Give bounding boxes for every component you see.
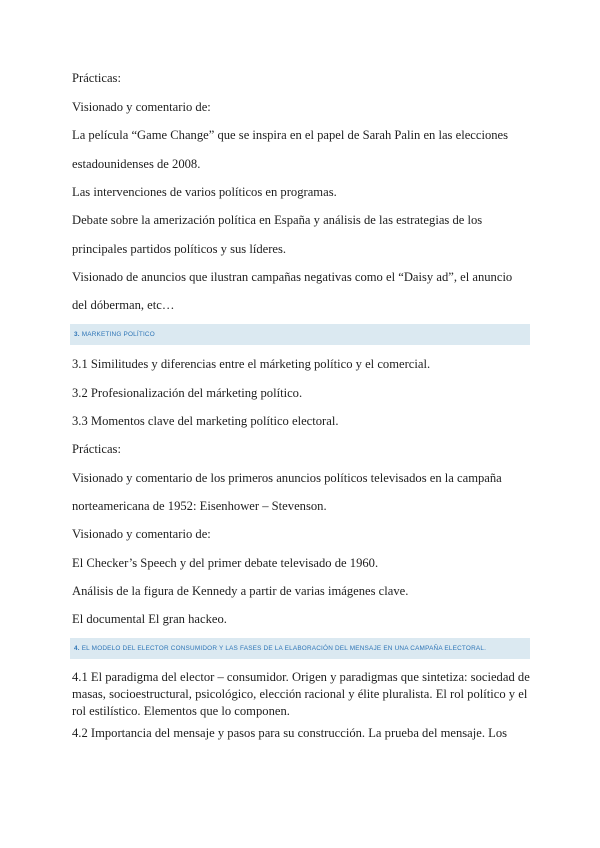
text-line: estadounidenses de 2008. (72, 157, 201, 171)
text-line: Visionado de anuncios que ilustran campañas negativas como el “Daisy ad”, el anuncio (72, 270, 513, 284)
section-heading-4 (70, 638, 530, 659)
text-line: Análisis de la figura de Kennedy a partir de varias imágenes clave. (72, 584, 409, 598)
text-line: 3.3 Momentos clave del marketing político electoral. (72, 414, 339, 428)
text-line: Visionado y comentario de: (72, 527, 211, 541)
text-line: El documental El gran hackeo. (72, 612, 227, 626)
section-heading-3 (70, 324, 530, 345)
text-line: El Checker’s Speech y del primer debate televisado de 1960. (72, 556, 379, 570)
section-title: MARKETING POLÍTICO (81, 331, 155, 338)
paragraph: 4.2 Importancia del mensaje y pasos para su construcción. La prueba del mensaje. Los (72, 726, 508, 740)
text-line: Prácticas: (72, 71, 121, 85)
text-line: 3.2 Profesionalización del márketing político. (72, 386, 303, 400)
text-line: principales partidos políticos y sus líderes. (72, 242, 287, 256)
text-line: Debate sobre la amerización política en España y análisis de las estrategias de los (72, 213, 483, 227)
section-number: 4. (74, 645, 80, 652)
section-title: EL MODELO DEL ELECTOR CONSUMIDOR Y LAS FASES DE LA ELABORACIÓN DEL MENSAJE EN UNA CAMPAÑA ELECTORAL. (81, 645, 487, 652)
text-line: Prácticas: (72, 442, 121, 456)
text-line: 3.1 Similitudes y diferencias entre el márketing político y el comercial. (72, 357, 431, 371)
section-number: 3. (74, 331, 80, 338)
paragraph: 4.1 El paradigma del elector – consumidor. Origen y paradigmas que sintetiza: sociedad de masas, socioestructural, psicológico, elección racional y élite pluralista. El rol político y el rol estilístico. Elementos que lo componen. (72, 670, 530, 718)
text-line: La película “Game Change” que se inspira en el papel de Sarah Palin en las elecciones (72, 128, 509, 142)
text-line: Visionado y comentario de los primeros anuncios políticos televisados en la campaña (72, 471, 502, 485)
text-line: Las intervenciones de varios políticos en programas. (72, 185, 337, 199)
text-line: norteamericana de 1952: Eisenhower – Stevenson. (72, 499, 327, 513)
text-line: Visionado y comentario de: (72, 100, 211, 114)
text-line: del dóberman, etc… (72, 298, 175, 312)
